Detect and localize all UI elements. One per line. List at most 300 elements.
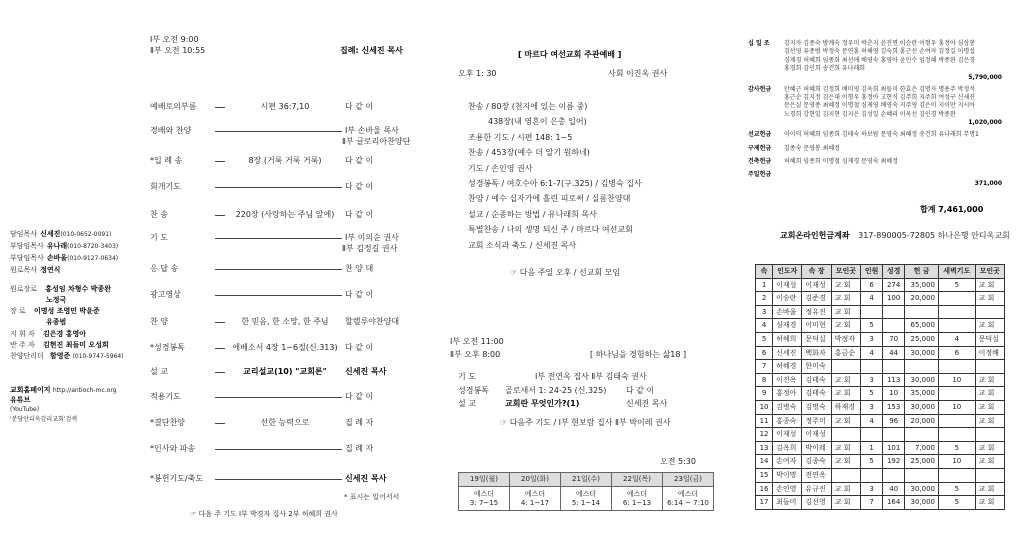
cell-table-cell: 4	[861, 414, 883, 428]
cell-table-cell: 5	[861, 319, 883, 333]
cell-table-cell: 16	[756, 482, 773, 496]
cell-table-row	[756, 428, 1005, 442]
dawn-book: 에스더	[473, 489, 495, 498]
cell-table-row	[756, 496, 1005, 510]
order-content: 220장 (사랑하는 주님 앞에)	[225, 210, 345, 220]
evening-label: 기 도	[458, 372, 476, 381]
dawn-day: 23일(금)	[663, 473, 714, 487]
order-label: 적용기도	[150, 392, 181, 401]
cell-table-cell: 홍종숙	[773, 414, 802, 428]
offering-names: 홍근순 김지정 김은대 이형우 홍정아 고현식 김주희 지주희 여성구 신세진	[784, 94, 976, 101]
cell-table-cell	[975, 305, 1004, 319]
cell-table-cell: 김태숙	[802, 373, 831, 387]
cell-table-cell: 65,000	[905, 319, 939, 333]
afternoon-item: 438장(내 영혼이 은총 입어)	[488, 117, 587, 127]
cell-table-cell	[939, 387, 976, 401]
cell-table-header: 속 장	[802, 265, 831, 279]
afternoon-title: [ 마르다 여선교회 주관예배 ]	[518, 50, 622, 59]
cell-table-cell: 한미숙	[802, 360, 831, 374]
cell-table-row	[756, 441, 1005, 455]
order-label: *성경봉독	[150, 343, 185, 352]
cell-table-cell: 이재성	[773, 428, 802, 442]
cell-table-cell: 164	[883, 496, 905, 510]
cell-table-cell: 4	[861, 292, 883, 306]
dawn-day: 21일(수)	[561, 473, 612, 487]
order-leader: Ⅰ부 이의순 권사	[342, 233, 399, 243]
cell-table-cell: 김옥희	[773, 441, 802, 455]
cell-table-header: 모인곳	[831, 265, 860, 279]
evening-label: 설 교	[458, 399, 476, 408]
dawn-book: 에스더	[677, 489, 699, 498]
cell-table-cell: 신세진	[773, 346, 802, 360]
order-content: 한 믿음, 한 소망, 한 주님	[225, 317, 345, 327]
cell-table-cell	[861, 468, 883, 482]
elders2-names: 이명성 조영민 박윤준	[33, 307, 100, 315]
order-leader-line	[215, 269, 355, 270]
cell-table-cell: 5	[939, 278, 976, 292]
order-leader-line	[215, 479, 355, 480]
cell-table-cell: 김준경	[802, 292, 831, 306]
pastor-phone: (010-8720-3403)	[67, 243, 119, 250]
cell-table-cell	[861, 428, 883, 442]
bank-row: 교회온라인헌금계좌 317-890005-72805 하나은행 안디옥교회	[780, 231, 1010, 240]
cell-table-cell: 교 회	[975, 373, 1004, 387]
order-leader: 다 같 이	[342, 102, 373, 112]
cell-table-cell: 100	[883, 292, 905, 306]
dawn-passage	[510, 487, 561, 511]
elders-row: 원로장로 홍성임 차형수 박종완	[10, 285, 112, 293]
youtube-label: 유튜브	[10, 396, 31, 404]
order-leader: 찬 양 대	[342, 264, 373, 274]
cell-table-cell: 113	[883, 373, 905, 387]
offering-names: 노경희 강현일 김지현 김지은 김성일 손혜리 이옥선 김인경 박종완	[784, 110, 956, 118]
evening-label: 성경봉독	[458, 385, 489, 395]
cell-table-cell: 김명숙	[802, 400, 831, 414]
cell-table-cell: 10	[939, 373, 976, 387]
dawn-verse: 6: 1~13	[622, 498, 652, 507]
cell-table-cell: 박이레	[802, 441, 831, 455]
cell-table-row	[756, 346, 1005, 360]
offering-sum: 합계 7,461,000	[920, 205, 984, 214]
cell-table-cell: 5	[756, 332, 773, 346]
order-label: 경배와 찬양	[150, 126, 192, 135]
cell-table-header: 인도자	[773, 265, 802, 279]
cell-table-cell	[831, 468, 860, 482]
offering-names: 심재경 허혜희 임종희 최선애 배영숙 홍영아 윤민수 임정혜 박종완 김은경	[784, 56, 976, 64]
cell-table-cell	[905, 360, 939, 374]
cell-table-cell: 4	[756, 319, 773, 333]
service-time-2: Ⅱ부 오전 10:55	[150, 46, 206, 55]
cell-table-cell: 홍금순	[831, 346, 860, 360]
elders-names: 홍성임 차형수 박종완	[45, 285, 112, 293]
cell-table-cell: 이재성	[802, 428, 831, 442]
dawn-time: 오전 5:30	[660, 457, 696, 466]
cell-table-cell	[883, 305, 905, 319]
cell-table-row	[756, 332, 1005, 346]
order-leader: 신세진 목사	[342, 474, 386, 484]
cell-table-cell: 하재경	[831, 400, 860, 414]
cell-table-cell	[975, 360, 1004, 374]
offering-label: 건축헌금	[748, 158, 772, 165]
cell-table-cell: 교 회	[831, 278, 860, 292]
dawn-verse: 3: 7~15	[469, 498, 499, 507]
cell-table-cell: 12	[756, 428, 773, 442]
evening-time-1: Ⅰ부 오전 11:00	[450, 337, 504, 346]
cell-table-cell: 14	[756, 455, 773, 469]
order-leader-2: Ⅱ부 김정길 권사	[342, 244, 398, 253]
order-leader-line	[215, 131, 355, 132]
elders2-row: 장 로 이명성 조영민 박윤준	[10, 307, 100, 315]
cell-table-cell: 4	[861, 346, 883, 360]
order-leader-line	[215, 238, 355, 239]
cell-table-cell: 교 회	[975, 400, 1004, 414]
cell-table-cell: 전연옥	[802, 468, 831, 482]
order-content: 시편 36:7,10	[225, 102, 345, 112]
order-content: 8장 (거룩 거룩 거룩)	[225, 156, 345, 166]
offering-label: 선교헌금	[748, 131, 772, 139]
cell-table-cell	[883, 468, 905, 482]
cell-table-cell: 30,000	[905, 373, 939, 387]
cell-table-cell: 정유진	[802, 305, 831, 319]
homepage-link[interactable]: http://antioch-mc.org	[52, 387, 117, 394]
pastor-row	[10, 266, 60, 274]
cell-table-cell: 15	[756, 468, 773, 482]
evening-next: ☞ 다음주 기도 / Ⅰ부 현보람 집사 Ⅱ부 박이레 권사	[500, 418, 671, 427]
cell-table-cell	[939, 360, 976, 374]
order-label: 예배로의부름	[150, 102, 197, 111]
dawn-schedule-table	[458, 472, 714, 511]
evening-content: Ⅰ부 전연옥 집사 Ⅱ부 김태숙 권사	[535, 372, 647, 381]
cell-table-row	[756, 482, 1005, 496]
cell-table-cell: 문덕실	[975, 332, 1004, 346]
offering-names: 문은실 문영종 최혜정 이명철 심재영 배영숙 지주영 김은미 지이만 지시아	[784, 102, 976, 110]
order-leader: 다 같 이	[342, 182, 373, 192]
order-label: 응 답 송	[150, 264, 179, 273]
cell-table-header: 헌 금	[905, 265, 939, 279]
cell-group-table	[755, 264, 1005, 510]
cell-table-cell: 교 회	[975, 414, 1004, 428]
cell-table-cell: 손인영	[773, 482, 802, 496]
cell-table-header: 인원	[861, 265, 883, 279]
cell-table-cell: 김종숙	[802, 455, 831, 469]
cell-table-cell: 10	[939, 400, 976, 414]
cell-table-cell: 30,000	[905, 346, 939, 360]
offering-names: 홍경희 김인희 송건희 유나래희	[784, 65, 866, 73]
cell-table-cell: 이진옥	[773, 373, 802, 387]
cell-table-row	[756, 455, 1005, 469]
cell-table-cell	[861, 305, 883, 319]
afternoon-item: 찬송 / 453장(예수 더 알기 원하네)	[468, 148, 590, 158]
evening-content: 교회란 무엇인가?(1)	[505, 399, 580, 408]
cell-table-cell: 70	[883, 332, 905, 346]
cell-table-cell: 박이명	[773, 468, 802, 482]
cell-table-cell: 교 회	[831, 373, 860, 387]
evening-leader: 신세진 목사	[626, 399, 668, 408]
cell-table-cell	[939, 319, 976, 333]
next-week-prayer: ☞ 다음 주 기도 Ⅰ부 박경자 집사 2부 허혜희 권사	[190, 510, 338, 518]
order-leader: 집 례 자	[342, 444, 373, 454]
cell-table-cell: 교 회	[975, 441, 1004, 455]
dawn-book: 에스더	[524, 489, 546, 498]
order-leader: Ⅰ부 손바울 목사	[342, 126, 399, 136]
cell-table-cell: 20,000	[905, 292, 939, 306]
afternoon-item: 조용한 기도 / 시편 148: 1~5	[468, 132, 573, 142]
cell-table-cell	[883, 428, 905, 442]
cell-table-cell	[905, 428, 939, 442]
dawn-day: 19일(월)	[459, 473, 510, 487]
evening-time-2: Ⅱ부 오후 8:00	[450, 350, 501, 359]
dawn-day: 22일(목)	[612, 473, 663, 487]
pastor-role: 부담임목사	[10, 242, 44, 250]
cell-table-cell: 3	[861, 373, 883, 387]
order-leader-2: Ⅱ부 글로리아찬양단	[342, 137, 411, 146]
order-label: 광고영상	[150, 290, 181, 299]
cell-table-cell: 교 회	[831, 441, 860, 455]
pastor-name: 손바울	[46, 254, 68, 262]
cell-table-cell: 이재성	[802, 278, 831, 292]
evening-content: 골로새서 1: 24-25 (신.325)	[505, 385, 607, 395]
cell-table-cell: 9	[756, 387, 773, 401]
cell-table-cell	[883, 360, 905, 374]
cell-table-cell: 교 회	[975, 455, 1004, 469]
cell-table-cell: 손바울	[773, 305, 802, 319]
cell-table-row	[756, 305, 1005, 319]
offering-label: 주일헌금	[748, 171, 772, 179]
cell-table-cell: 김선영	[802, 496, 831, 510]
elders2-names-2: 유종범	[46, 318, 67, 326]
cell-table-cell: 44	[883, 346, 905, 360]
cell-table-row	[756, 468, 1005, 482]
youtube-sub: (YouTube)	[10, 406, 40, 413]
pastor-row	[10, 242, 118, 250]
cell-table-cell: 홍정아	[773, 387, 802, 401]
cell-table-cell	[939, 414, 976, 428]
cell-table-row	[756, 414, 1005, 428]
dawn-passage	[612, 487, 663, 511]
cell-table-row	[756, 400, 1005, 414]
cell-table-cell: 3	[861, 482, 883, 496]
cell-table-cell: 2	[756, 292, 773, 306]
afternoon-item: 찬양 / 예수 십자가에 흘린 피로써 / 실롬찬양대	[468, 194, 631, 204]
cell-table-header: 속	[756, 265, 773, 279]
cell-table-cell: 10	[939, 455, 976, 469]
cell-table-cell: 유규진	[802, 482, 831, 496]
cell-table-cell: 7	[756, 360, 773, 374]
cell-table-cell: 10	[883, 387, 905, 401]
cell-table-cell: 교 회	[831, 414, 860, 428]
cell-table-cell: 이미현	[802, 319, 831, 333]
cell-table-cell: 6	[939, 346, 976, 360]
offering-names: 이이덕 허혜희 임종희 김태숙 하보람 문영숙 최혜정 송건희 유나래희 무명1	[784, 131, 979, 139]
order-content: 교리설교(10) "교회론"	[225, 367, 345, 377]
offering-names: 김지자 김종숙 방계숙 정우미 박춘지 윤진면 이승란 이형우 홍정아 심상봉	[784, 40, 976, 47]
cell-table-row	[756, 373, 1005, 387]
cell-table-cell: 3	[756, 305, 773, 319]
dawn-verse: 6:14 ~ 7:10	[667, 498, 709, 507]
cell-table-cell: 7,000	[905, 441, 939, 455]
cell-table-cell: 이승란	[773, 292, 802, 306]
pastor-role: 부담임목사	[10, 254, 44, 262]
order-leader: 할렐루야찬양대	[342, 317, 399, 327]
order-label: 찬 양	[150, 317, 168, 326]
pastor-name: 정연식	[40, 266, 61, 274]
cell-table-cell: 6	[756, 346, 773, 360]
order-leader-line	[215, 397, 355, 398]
cell-table-cell	[831, 360, 860, 374]
cell-table-header: 새벽기도	[939, 265, 976, 279]
dawn-passage	[663, 487, 714, 511]
evening-leader: 다 같 이	[626, 385, 655, 395]
cell-table-cell: 박정자	[831, 332, 860, 346]
afternoon-item: 성경봉독 / 여호수아 6:1-7(구.325) / 김병숙 집사	[468, 179, 642, 188]
cell-table-cell: 교 회	[975, 482, 1004, 496]
cell-table-cell: 김병숙	[773, 400, 802, 414]
cell-table-cell: 김태숙	[802, 387, 831, 401]
cell-table-cell: 5	[939, 496, 976, 510]
cell-table-cell: 101	[883, 441, 905, 455]
cell-table-row	[756, 319, 1005, 333]
offering-names: 안혜근 허혜희 김정희 배미영 김옥희 최들미 한효은 김명자 명용주 박정석	[784, 85, 976, 93]
worship-leader-row: 찬양단리더 함영준 (010-9747-5964)	[10, 352, 124, 360]
cell-table-cell	[975, 468, 1004, 482]
order-content: 선한 능력으로	[225, 418, 345, 428]
cell-table-header: 성경	[883, 265, 905, 279]
pastor-phone: (010-9127-0634)	[67, 255, 119, 262]
cell-table-cell: 교 회	[831, 455, 860, 469]
order-leader-line	[215, 295, 355, 296]
afternoon-item: 특별찬송 / 나의 생명 되신 주 / 마르다 여선교회	[468, 225, 633, 235]
dawn-passage	[561, 487, 612, 511]
elders-names-2: 노정국	[46, 296, 67, 304]
afternoon-item: 찬송 / 80장 (천지에 있는 이름 중)	[468, 102, 588, 111]
cell-table-cell: 1	[861, 441, 883, 455]
accompanist-row: 반 주 자 김현진 최들미 오성희	[10, 341, 109, 349]
cell-table-cell: 8	[756, 373, 773, 387]
cell-table-cell: 문덕실	[802, 332, 831, 346]
standing-note: * 표시는 일어서서	[344, 493, 400, 501]
order-leader-line	[215, 449, 355, 450]
cell-table-row	[756, 292, 1005, 306]
order-leader: 집 례 자	[342, 418, 373, 428]
conductor-row: 지 휘 자 김은경 홍영아	[10, 330, 86, 338]
afternoon-item: 기도 / 손인영 권사	[468, 163, 533, 173]
youtube-search: '분당안디옥감리교회'검색	[10, 416, 78, 423]
cell-table-cell: 백화자	[802, 346, 831, 360]
cell-table-cell: 10	[756, 400, 773, 414]
order-label: 회개기도	[150, 182, 181, 191]
cell-table-cell: 25,000	[905, 455, 939, 469]
cell-table-cell: 허혜경	[773, 360, 802, 374]
dawn-passage	[459, 487, 510, 511]
cell-table-cell: 교 회	[831, 387, 860, 401]
pastor-row	[10, 230, 111, 238]
cell-table-cell: 30,000	[905, 496, 939, 510]
afternoon-item: 설교 / 순종하는 방법 / 유나래희 목사	[468, 209, 597, 219]
offering-label: 감사헌금	[748, 85, 772, 93]
cell-table-row	[756, 360, 1005, 374]
cell-table-cell: 교 회	[975, 292, 1004, 306]
cell-table-cell: 이재성	[773, 278, 802, 292]
cell-table-cell: 교 회	[831, 319, 860, 333]
offering-label: 십 일 조	[748, 40, 770, 47]
cell-table-cell: 정주미	[802, 414, 831, 428]
cell-table-cell: 192	[883, 455, 905, 469]
dawn-book: 에스더	[626, 489, 648, 498]
dawn-verse: 5: 1~14	[571, 498, 601, 507]
afternoon-item: 교회 소식과 축도 / 신세진 목사	[468, 240, 577, 250]
cell-table-cell	[905, 468, 939, 482]
cell-table-cell: 교 회	[975, 278, 1004, 292]
cell-table-cell: 5	[939, 441, 976, 455]
officiant: 집례: 신세진 목사	[340, 46, 403, 55]
offering-names: 김종숙 문영봉 최혜정	[784, 144, 840, 152]
cell-table-cell: 6	[861, 278, 883, 292]
pastor-row	[10, 254, 118, 262]
cell-table-cell: 3	[861, 332, 883, 346]
afternoon-next: ☞ 다음 주일 오후 / 선교회 모임	[510, 268, 621, 277]
cell-table-cell	[831, 428, 860, 442]
cell-table-cell: 7	[861, 496, 883, 510]
afternoon-time: 오후 1: 30	[458, 69, 497, 78]
cell-table-cell: 5	[861, 455, 883, 469]
cell-table-cell: 이정배	[975, 346, 1004, 360]
cell-table-cell: 35,000	[905, 278, 939, 292]
order-label: *입 례 송	[150, 156, 183, 165]
cell-table-cell: 96	[883, 414, 905, 428]
cell-table-cell	[975, 428, 1004, 442]
order-leader: 다 같 이	[342, 156, 373, 166]
offering-total: 371,000	[974, 179, 1002, 187]
cell-table-cell: 20,000	[905, 414, 939, 428]
cell-table-cell: 5	[861, 387, 883, 401]
cell-table-cell: 교 회	[975, 319, 1004, 333]
order-label: 찬 송	[150, 210, 168, 219]
cell-table-cell	[939, 428, 976, 442]
cell-table-cell	[939, 292, 976, 306]
cell-table-cell: 153	[883, 400, 905, 414]
cell-table-cell	[861, 360, 883, 374]
cell-table-row	[756, 387, 1005, 401]
cell-table-cell: 교 회	[831, 292, 860, 306]
offering-names: 김선영 유종범 박정숙 문연홍 허혜영 김숙희 홍근선 손여자 김정길 이명섭	[784, 48, 976, 56]
pastor-name: 신세진	[40, 230, 61, 238]
cell-table-cell: 교 회	[831, 496, 860, 510]
order-leader: 다 같 이	[342, 343, 373, 353]
cell-table-cell: 교 회	[831, 482, 860, 496]
cell-table-cell: 11	[756, 414, 773, 428]
dawn-book: 에스더	[575, 489, 597, 498]
order-label: *결단찬양	[150, 418, 185, 427]
cell-table-header: 모인곳	[975, 265, 1004, 279]
cell-table-cell: 교 회	[975, 496, 1004, 510]
cell-table-cell: 최들미	[773, 496, 802, 510]
pastor-role: 담임목사	[10, 230, 38, 238]
cell-table-cell: 3	[861, 400, 883, 414]
cell-table-cell: 30,000	[905, 400, 939, 414]
order-label: 기 도	[150, 233, 168, 242]
pastor-phone: (010-0652-0091)	[60, 231, 112, 238]
dawn-day: 20일(화)	[510, 473, 561, 487]
dawn-verse: 4: 1~17	[520, 498, 550, 507]
cell-table-cell: 교 회	[975, 387, 1004, 401]
cell-table-cell	[883, 319, 905, 333]
pastor-role: 원로목사	[10, 266, 38, 274]
order-leader: 다 같 이	[342, 290, 373, 300]
cell-table-row	[756, 278, 1005, 292]
cell-table-cell: 5	[939, 482, 976, 496]
cell-table-cell: 274	[883, 278, 905, 292]
order-leader: 다 같 이	[342, 392, 373, 402]
